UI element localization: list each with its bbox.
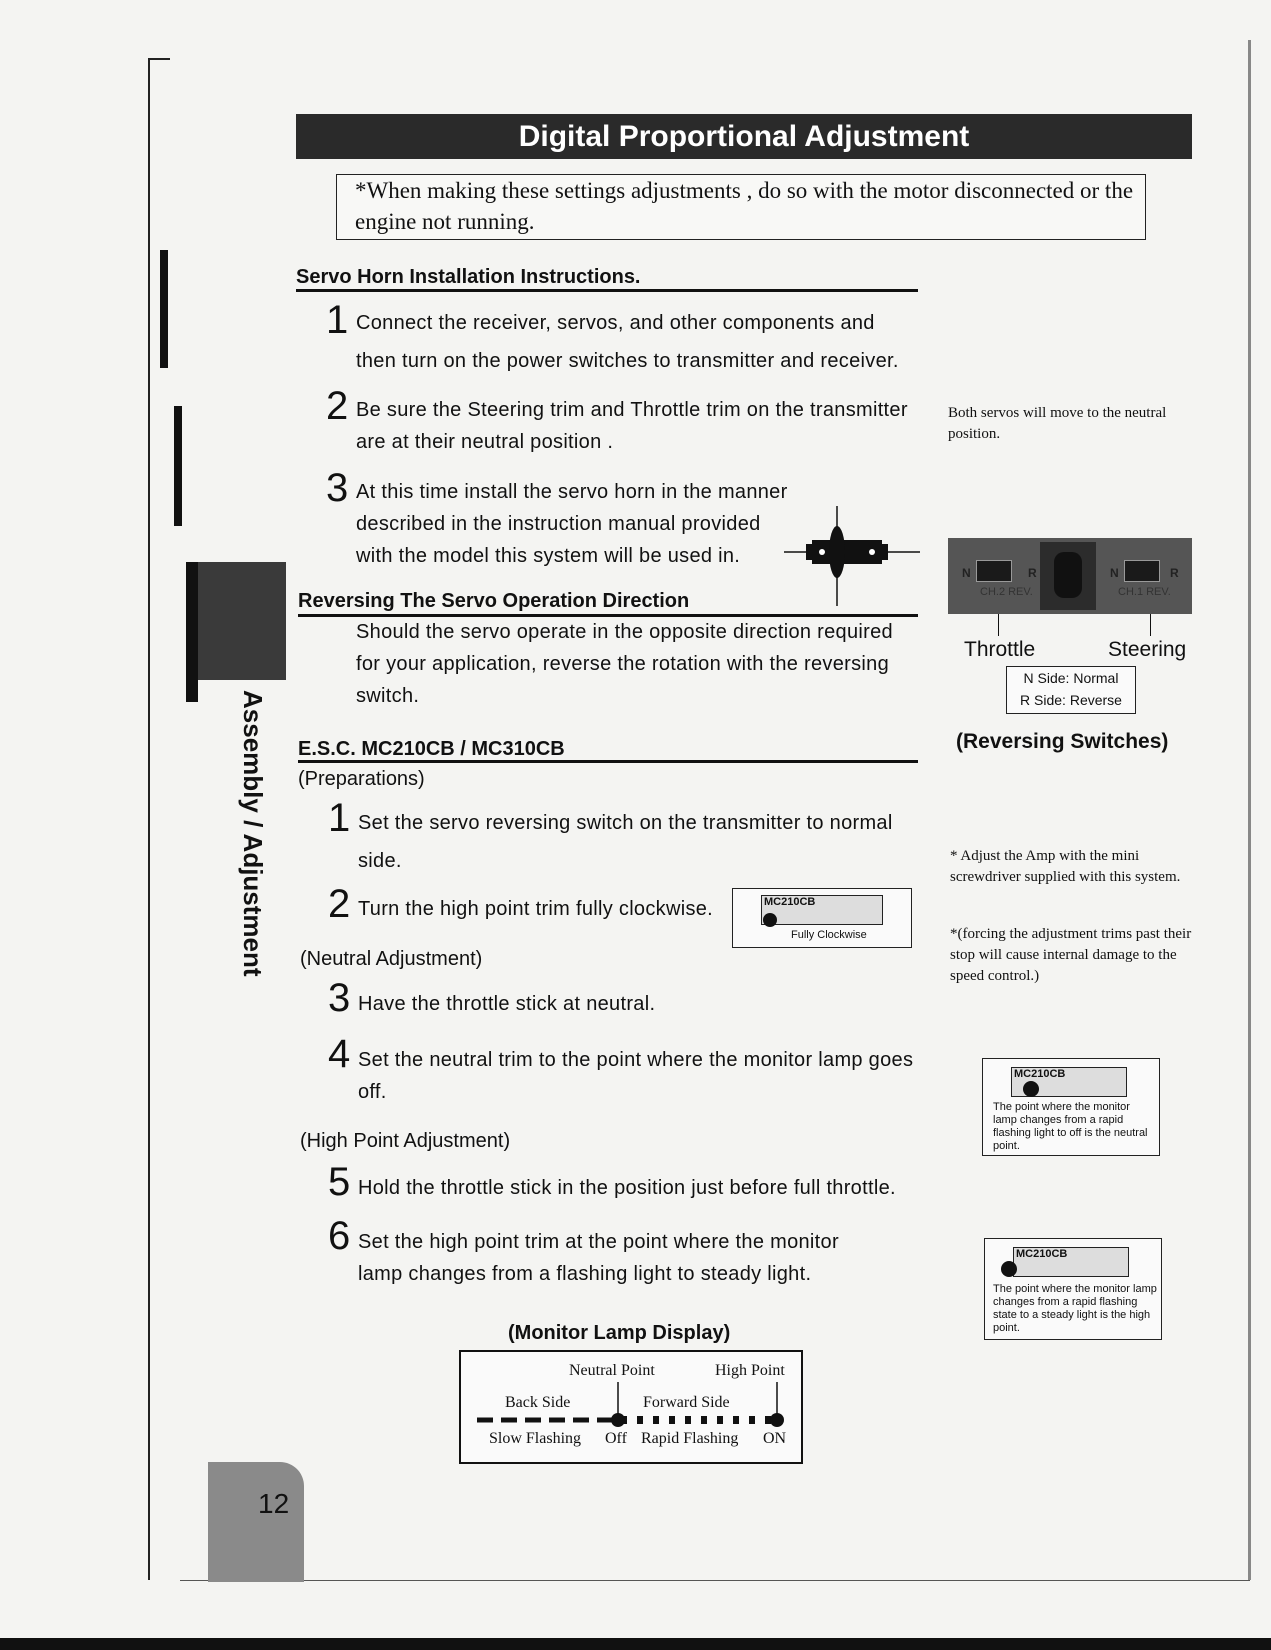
servo-horn-diagram [784,506,920,606]
panel-r-label: R [1028,566,1037,580]
panel-ch2-label: CH.2 REV. [980,586,1033,598]
steering-switch [1124,560,1160,582]
panel-n-label: N [962,566,971,580]
neutral-adjustment-label: (Neutral Adjustment) [300,948,483,970]
reversing-text: switch. [356,685,420,707]
esc-model-label: MC210CB [764,896,816,908]
trim-knob-icon [1023,1081,1039,1097]
reversing-caption: (Reversing Switches) [956,730,1169,753]
trim-knob-icon [763,913,777,927]
step-number: 1 [328,796,351,840]
left-border-corner [148,58,170,60]
off-label: Off [605,1430,627,1447]
reversing-text: Should the servo operate in the opposite direction required [356,621,893,643]
reversing-text: for your application, reverse the rotation with the reversing [356,653,890,675]
fig-caption: The point where the monitor lamp changes from a rapid flashing light to off is the neutral point. [993,1101,1148,1152]
section-tab-dark [186,562,286,680]
esc-model-label: MC210CB [1014,1068,1066,1080]
step-text: Set the servo reversing switch on the transmitter to normal [358,812,893,834]
fully-clockwise-figure [732,888,912,948]
right-page-edge [1248,40,1251,1580]
step-text: Hold the throttle stick in the position just before full throttle. [358,1177,896,1199]
back-side-label: Back Side [505,1394,571,1411]
section-rule [298,760,918,763]
high-point-figure [984,1238,1162,1340]
legend-reverse: R Side: Reverse [1020,692,1122,708]
steering-label: Steering [1108,638,1187,661]
step-number: 2 [326,384,349,428]
step-text: Connect the receiver, servos, and other components and [356,312,875,334]
side-mark [174,406,182,526]
page-title: Digital Proportional Adjustment [296,114,1192,159]
pointer-line [1150,614,1151,636]
fig-caption: Fully Clockwise [791,929,867,941]
reversing-heading: Reversing The Servo Operation Direction [298,590,690,612]
esc-note-screwdriver: * Adjust the Amp with the mini screwdriver supplied with this system. [950,848,1181,885]
esc-mini-panel [761,895,883,925]
step-text: Set the neutral trim to the point where the monitor lamp goes [358,1049,914,1071]
step-text: Set the high point trim at the point where the monitor [358,1231,839,1253]
esc-model-label: MC210CB [1016,1248,1068,1260]
pointer-line [998,614,999,636]
page-number: 12 [258,1488,290,1519]
step-text: Be sure the Steering trim and Throttle trim on the transmitter [356,399,908,421]
side-mark [160,250,168,368]
step-text: At this time install the servo horn in the manner [356,481,788,503]
step-text: with the model this system will be used in. [356,545,741,567]
servo-horn-heading: Servo Horn Installation Instructions. [296,266,641,288]
reversing-switch-panel [948,538,1192,614]
step-number: 5 [328,1160,351,1204]
notice-box: *When making these settings adjustments , do so with the motor disconnected or the engine not running. [336,174,1146,240]
section-rule [296,289,918,292]
throttle-label: Throttle [964,638,1036,661]
panel-n-label: N [1110,566,1119,580]
on-label: ON [763,1430,787,1447]
bottom-border-line [180,1580,1250,1581]
monitor-lamp-title: (Monitor Lamp Display) [508,1322,731,1344]
bottom-scan-bar [0,1638,1271,1650]
fig-caption: The point where the monitor lamp changes from a rapid flashing state to a steady light is the high point. [993,1283,1157,1334]
step-text: Have the throttle stick at neutral. [358,993,656,1015]
step-number: 6 [328,1214,351,1258]
reversing-legend [1006,666,1136,714]
step-text: described in the instruction manual provided [356,513,761,535]
throttle-switch [976,560,1012,582]
step-text: side. [358,850,402,872]
left-border-line [148,58,150,1580]
high-point-label: High Point [715,1362,785,1379]
side-mark [186,562,198,702]
rapid-flashing-label: Rapid Flashing [641,1430,739,1447]
forward-side-label: Forward Side [643,1394,730,1411]
panel-r-label: R [1170,566,1179,580]
step-number: 3 [328,976,351,1020]
esc-mini-panel [1013,1247,1129,1277]
trim-knob-icon [1001,1261,1017,1277]
esc-heading: E.S.C. MC210CB / MC310CB [298,738,565,760]
step-text: off. [358,1081,387,1103]
step-number: 4 [328,1032,351,1076]
step-text: Turn the high point trim fully clockwise. [358,898,714,920]
step-number: 2 [328,882,351,926]
step-number: 1 [326,298,349,342]
esc-note-damage: *(forcing the adjustment trims past their stop will cause internal damage to the speed control.) [950,926,1192,984]
legend-normal: N Side: Normal [1023,670,1119,686]
section-side-label: Assembly / Adjustment [238,690,268,977]
neutral-point-figure [982,1058,1160,1156]
panel-ch1-label: CH.1 REV. [1118,586,1171,598]
monitor-lamp-diagram [459,1350,803,1464]
high-point-adjustment-label: (High Point Adjustment) [300,1130,511,1152]
step-text: lamp changes from a flashing light to steady light. [358,1263,812,1285]
step-text: are at their neutral position . [356,431,614,453]
page-number-tab [208,1462,304,1582]
servo-side-note: Both servos will move to the neutral position. [948,405,1167,442]
neutral-point-label: Neutral Point [569,1362,655,1379]
slow-flashing-label: Slow Flashing [489,1430,582,1447]
step-text: then turn on the power switches to transmitter and receiver. [356,350,899,372]
panel-connector [1054,552,1082,598]
step-number: 3 [326,466,349,510]
preparations-label: (Preparations) [298,768,425,790]
